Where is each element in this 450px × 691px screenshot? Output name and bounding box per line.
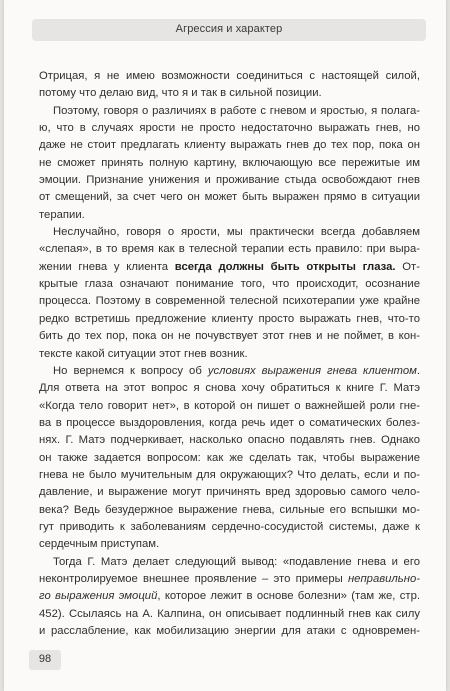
- text-line: [39, 207, 420, 224]
- text-run: «слепая», в то время как в телесной терапии есть правило: при выра-: [39, 243, 420, 256]
- book-page: [4, 0, 446, 691]
- text-run: не сможет принять полную картину, включающую все пережитые им: [39, 156, 420, 169]
- text-line: [39, 224, 420, 241]
- text-run: редко встретишь предложение клиенту просто выражать гнев, что-то: [39, 312, 420, 325]
- text-run: Неслучайно, говоря о ярости, мы практически всегда добавляем: [53, 226, 420, 239]
- running-head-band: [32, 19, 426, 41]
- text-line: [39, 623, 420, 640]
- text-run: давление, и выражение могут причинять вред здоровью самого чело-: [39, 486, 420, 499]
- text-run: крытые глаза означают понимание того, что происходит, осознание: [39, 278, 420, 291]
- paragraph: [39, 68, 420, 103]
- italic-emphasis: го выражения эмоций: [39, 590, 158, 603]
- bold-emphasis: всегда должны быть открыты глаза.: [174, 260, 396, 273]
- text-run: и расслабление, как мобилизацию энергии для атаки с одновремен-: [39, 625, 420, 637]
- text-line: [39, 68, 420, 85]
- text-line: [39, 346, 420, 363]
- text-run: .: [416, 364, 420, 377]
- text-line: [39, 172, 420, 189]
- text-line: [39, 450, 420, 467]
- text-run: неконтролируемое внешнее проявление – это примеры: [39, 572, 348, 585]
- text-line: [39, 328, 420, 345]
- text-line: [39, 519, 420, 536]
- text-line: [39, 484, 420, 501]
- text-line: [39, 103, 420, 120]
- text-run: бить до тех пор, пока он не почувствует этот гнев и не поймет, в кон-: [39, 330, 420, 343]
- text-line: [39, 137, 420, 154]
- running-head: Агрессия и характер: [175, 23, 283, 35]
- text-run: терапии.: [39, 208, 85, 221]
- text-run: 452). Ссылаясь на А. Калпина, он описывает подлинный гнев как силу: [39, 607, 420, 620]
- text-line: [39, 588, 420, 605]
- text-line: [39, 189, 420, 206]
- text-run: тексте какой ситуации этот гнев возник.: [39, 347, 248, 360]
- page-number: 98: [38, 653, 52, 665]
- text-line: [39, 380, 420, 397]
- text-run: гут приводить к заболеваниям сердечно-сосудистой системы, даже к: [39, 520, 420, 533]
- text-line: [39, 85, 420, 102]
- paragraph: [39, 554, 420, 641]
- text-line: [39, 293, 420, 310]
- text-run: жении гнева у клиента: [39, 260, 175, 273]
- text-line: [39, 363, 420, 380]
- text-line: [39, 502, 420, 519]
- text-run: ва в процессе выздоровления, когда речь идет о соматических болез-: [39, 416, 420, 429]
- text-run: ю, что в случаях ярости не просто недостаточно выражать гнев, но: [39, 122, 420, 135]
- paragraph: [39, 363, 420, 554]
- text-run: эмоции. Признание унижения и проживание стыда освобождают гнев: [39, 174, 420, 187]
- text-line: [39, 606, 420, 623]
- body-text: [39, 68, 420, 640]
- text-run: От-: [395, 260, 420, 273]
- text-run: Тогда Г. Матэ делает следующий вывод: «подавление гнева и его: [53, 555, 420, 568]
- text-run: он также задается вопросом: как же сделать так, чтобы выражение: [39, 451, 420, 464]
- text-run: Отрицая, я не имею возможности соединиться с настоящей силой,: [39, 70, 420, 82]
- paragraph: [39, 224, 420, 363]
- italic-emphasis: неправильно-: [347, 572, 420, 585]
- text-line: [39, 536, 420, 553]
- text-line: [39, 554, 420, 571]
- text-line: [39, 155, 420, 172]
- text-line: [39, 276, 420, 293]
- text-run: потому что делаю вид, что я и так в сильной позиции.: [39, 87, 322, 100]
- paragraph: [39, 103, 420, 224]
- text-run: процесса. Поэтому в современной телесной психотерапии уже крайне: [39, 295, 420, 308]
- text-run: даже не стоит предлагать клиенту выражать гнев до тех пор, пока он: [39, 139, 420, 152]
- text-run: , которое лежит в основе болезни» (там же, стр.: [157, 590, 421, 603]
- text-line: [39, 467, 420, 484]
- text-line: [39, 432, 420, 449]
- text-line: [39, 120, 420, 137]
- text-run: Но вернемся к вопросу об: [53, 364, 208, 377]
- page-number-box: [29, 650, 61, 670]
- italic-emphasis: условиях выражения гнева клиентом: [207, 364, 417, 377]
- text-run: от смещений, за счет чего он может быть выражен прямо в ситуации: [39, 191, 420, 204]
- text-line: [39, 311, 420, 328]
- text-line: [39, 241, 420, 258]
- text-line: [39, 398, 420, 415]
- text-run: века? Ведь безудержное выражение гнева, сильные его вспышки мо-: [39, 503, 420, 516]
- text-run: нях. Г. Матэ подчеркивает, насколько опасно подавлять гнев. Однако: [39, 434, 420, 447]
- text-line: [39, 571, 420, 588]
- text-run: сердечным приступам.: [39, 538, 160, 551]
- text-run: гнева не было мучительным для окружающих? Что делать, если и по-: [39, 468, 420, 481]
- text-line: [39, 415, 420, 432]
- text-run: Для ответа на этот вопрос я снова хочу обратиться к книге Г. Матэ: [39, 382, 420, 395]
- text-run: Поэтому, говоря о различиях в работе с гневом и яростью, я полага-: [53, 104, 420, 117]
- text-run: «Когда тело говорит нет», в которой он пишет о важнейшей роли гне-: [39, 399, 420, 412]
- text-line: [39, 259, 420, 276]
